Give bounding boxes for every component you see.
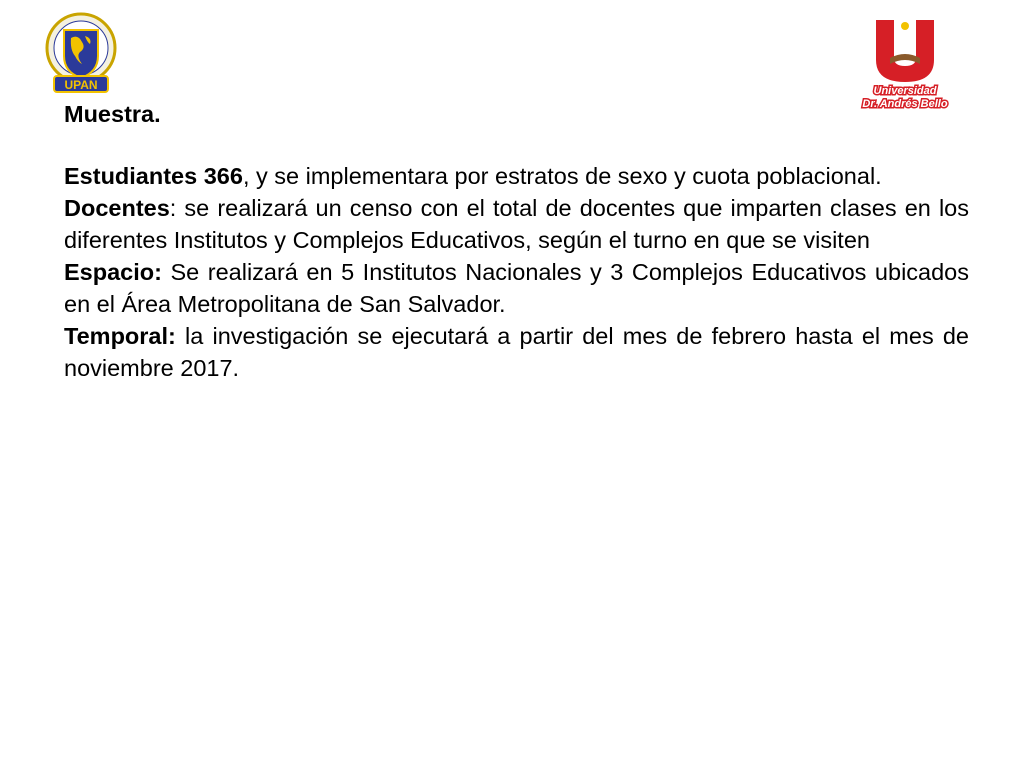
space-term: Espacio: [64,259,162,285]
teachers-text: : se realizará un censo con el total de docentes que imparten clases en los diferentes Institutos y Complejos Educativos, según el turno en que se visiten [64,195,969,253]
space-paragraph [64,256,969,320]
teachers-term: Docentes [64,195,170,221]
upan-logo [40,12,122,96]
svg-text:Universidad: Universidad [873,85,937,97]
svg-text:Dr. Andrés Bello: Dr. Andrés Bello [862,98,948,110]
page-title: Muestra. [64,101,161,127]
teachers-paragraph [64,192,969,256]
upan-shield-icon [40,12,122,96]
slide-content [64,98,969,384]
temporal-term: Temporal: [64,323,176,349]
svg-text:UPAN: UPAN [64,78,98,92]
space-text: Se realizará en 5 Institutos Nacionales y 3 Complejos Educativos ubicados en el Área Metropolitana de San Salvador. [64,259,969,317]
students-term: Estudiantes 366 [64,163,243,189]
students-paragraph [64,160,969,192]
temporal-text: la investigación se ejecutará a partir del mes de febrero hasta el mes de noviembre 2017. [64,323,969,381]
uab-logo [852,14,958,110]
students-text: , y se implementara por estratos de sexo y cuota poblacional. [242,163,882,189]
universidad-andres-bello-icon [852,14,958,110]
temporal-paragraph [64,320,969,384]
